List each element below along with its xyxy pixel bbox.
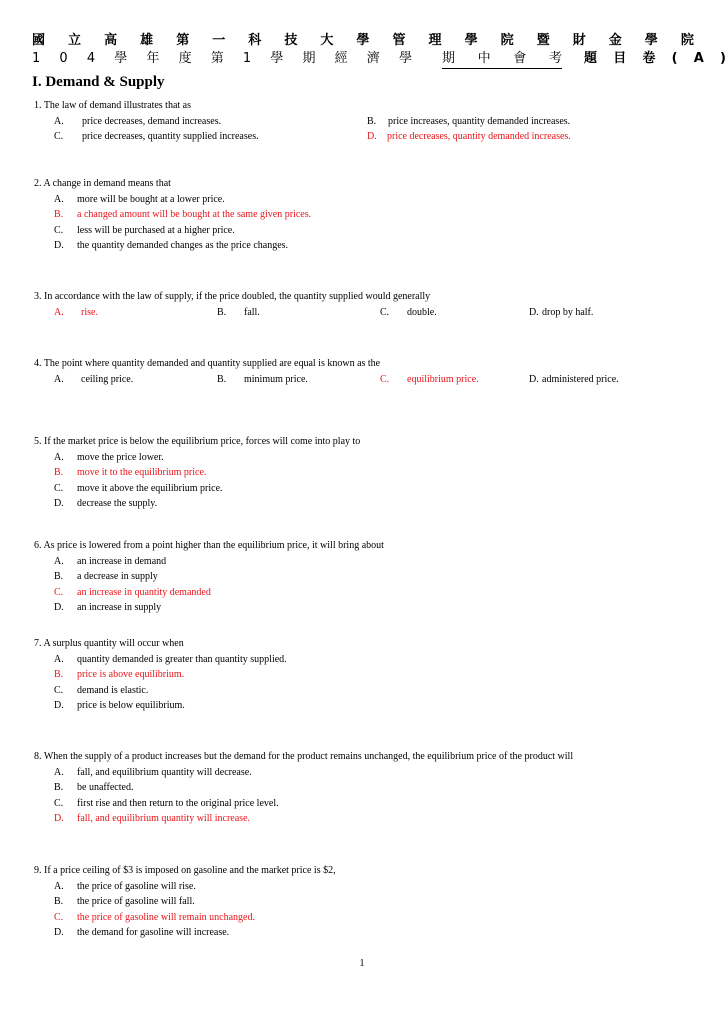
option-letter: C. [54,684,64,696]
option-correct [34,465,694,481]
header-char: 卷 [642,51,656,66]
option-text: move it above the equilibrium price. [77,482,223,494]
option-row [34,114,694,130]
option-correct [34,207,694,223]
option-text-correct: price decreases, quantity demanded increases. [387,131,571,142]
header-char: ) [720,51,726,66]
header-exam-type [442,51,562,69]
option [34,879,694,895]
option [34,780,694,796]
question-stem: 2. A change in demand means that [34,178,171,189]
header-char: 經 [334,51,348,66]
header-char: 考 [548,51,562,66]
header-char: 學 [114,51,128,66]
option-letter: D. [54,700,64,711]
question-1 [34,98,694,145]
header-char: A [693,51,704,66]
option-letter: D. [367,131,377,142]
header-char: 第 [210,51,224,66]
option-letter: D. [54,240,64,251]
header-title-line [32,33,694,49]
header-char: 學 [356,33,370,48]
option-letter: C. [54,586,64,598]
header-char: 暨 [536,33,550,48]
question-5 [34,434,694,512]
question-6 [34,538,694,616]
header-char: 國 [32,33,46,48]
option-text-correct: rise. [81,306,98,318]
option-letter: C. [54,224,64,236]
header-char: 大 [320,33,334,48]
option-letter: C. [380,373,390,385]
option-letter: D. [54,927,64,938]
header-char: 會 [513,51,527,66]
question-stem: 4. The point where quantity demanded and quantity supplied are equal is known as the [34,358,381,369]
option [34,192,694,208]
option [34,652,694,668]
option [34,238,694,254]
header-char: 學 [464,33,478,48]
option-text: an increase in supply [77,602,162,613]
option-text: more will be bought at a lower price. [77,193,225,205]
header-char: 濟 [366,51,380,66]
option-letter: C. [54,131,64,142]
option-letter: D. [54,813,64,824]
option-text: a changed amount will be bought at the same given prices. [77,209,312,220]
option-text: the price of gasoline will remain unchanged. [77,911,255,923]
header-char: 雄 [140,33,154,48]
option-text: ceiling price. [81,373,134,385]
header-char: 期 [302,51,316,66]
question-9 [34,863,694,941]
option-letter: C. [380,306,390,318]
option [34,925,694,941]
header-char: 中 [477,51,491,66]
option-letter: B. [217,306,227,318]
option-letter: B. [54,896,64,907]
option-text: fall, and equilibrium quantity will decrease. [77,766,252,778]
option [34,223,694,239]
option-letter: A. [54,306,64,318]
option-text: quantity demanded is greater than quantity supplied. [77,653,287,665]
header-char: 財 [572,33,586,48]
page-number: 1 [359,958,365,969]
option-correct [34,811,694,827]
option-row [34,372,694,388]
header-char: 學 [398,51,412,66]
section-title: I. Demand & Supply [32,74,165,90]
question-2 [34,176,694,254]
option-letter: B. [367,115,377,127]
option-text: price is below equilibrium. [77,700,185,711]
option-letter: B. [54,669,64,680]
option-letter: A. [54,115,64,127]
option-letter: B. [54,571,64,582]
option-row [34,129,694,145]
header-char: 科 [248,33,262,48]
option-text: the price of gasoline will fall. [77,896,195,907]
option [34,569,694,585]
question-stem: 1. The law of demand illustrates that as [34,100,191,111]
option [34,600,694,616]
option-text: demand is elastic. [77,684,149,696]
option-text: price is above equilibrium. [77,669,185,680]
option-text: an increase in quantity demanded [77,586,211,598]
option-letter: C. [54,911,64,923]
option [34,554,694,570]
option-text: a decrease in supply [77,571,158,582]
option [34,796,694,812]
header-char: 期 [442,51,456,66]
question-3 [34,289,694,320]
header-exam-line [32,51,726,69]
option-letter: A. [54,373,64,385]
header-char: 理 [428,33,442,48]
option-text: the demand for gasoline will increase. [77,927,230,938]
header-char: 目 [613,51,627,66]
question-stem: 5. If the market price is below the equilibrium price, forces will come into play to [34,436,361,447]
option-letter: D. [54,602,64,613]
question-stem: 7. A surplus quantity will occur when [34,638,184,649]
question-7 [34,636,694,714]
option-text: fall. [244,306,260,318]
header-char: ( [671,51,678,66]
option [34,450,694,466]
question-stem: 8. When the supply of a product increases but the demand for the product remains unchanged, the equilibrium price of the product will [34,751,574,762]
option [34,698,694,714]
option-correct [34,910,694,926]
header-char: 度 [178,51,192,66]
option [34,496,694,512]
header-char: 高 [104,33,118,48]
option-letter: A. [54,766,64,778]
option-letter: B. [54,782,64,793]
option-letter: B. [217,373,227,385]
question-8 [34,749,694,827]
option-text: drop by half. [542,306,594,318]
header-term [32,51,412,67]
header-char: 院 [500,33,514,48]
header-char: 學 [644,33,658,48]
option-letter: A. [54,193,64,205]
option [34,894,694,910]
option-letter: B. [54,467,64,478]
header-char: 4 [86,51,96,66]
header-char: 技 [284,33,298,48]
option-text: first rise and then return to the original price level. [77,797,279,809]
option-text: price decreases, demand increases. [82,115,222,127]
option-text: minimum price. [244,373,308,385]
option [34,765,694,781]
option-text: administered price. [542,373,619,385]
header-char: 立 [68,33,82,48]
header-char: 題 [584,51,598,66]
option-letter: A. [54,653,64,665]
option-text: the quantity demanded changes as the price changes. [77,240,289,251]
option-row [34,305,694,321]
option-letter: A. [54,555,64,567]
option-text: price decreases, quantity supplied increases. [82,131,259,142]
question-stem: 3. In accordance with the law of supply, if the price doubled, the quantity supplied would generally [34,291,431,302]
header-char: 學 [270,51,284,66]
question-stem: 9. If a price ceiling of $3 is imposed on gasoline and the market price is $2, [34,865,336,876]
option-letter: A. [54,880,64,892]
option-text-correct: equilibrium price. [407,373,479,385]
header-char: 院 [680,33,694,48]
header-char: 管 [392,33,406,48]
header-paper-label [584,51,726,67]
option-text: decrease the supply. [77,498,158,509]
option-letter: C. [54,482,64,494]
header-char: 第 [176,33,190,48]
header-char: 1 [32,51,41,66]
option-correct [34,667,694,683]
option-letter: D. [529,373,539,385]
option [34,481,694,497]
option-letter: D. [529,306,539,318]
option-letter: C. [54,797,64,809]
option-letter: D. [54,498,64,509]
question-stem: 6. As price is lowered from a point higher than the equilibrium price, it will bring about [34,540,384,551]
question-4 [34,356,694,387]
option-letter: A. [54,451,64,463]
option [34,683,694,699]
option-text: an increase in demand [77,555,167,567]
header-char: 0 [59,51,68,66]
header-char: 一 [212,33,226,48]
option-text: price increases, quantity demanded increases. [388,115,571,127]
header-char: 年 [146,51,160,66]
option-text: less will be purchased at a higher price. [77,224,235,236]
header-char: 1 [242,51,252,66]
option-text: fall, and equilibrium quantity will increase. [77,813,251,824]
option-text: move it to the equilibrium price. [77,467,207,478]
option-text: move the price lower. [77,451,164,463]
option-text: be unaffected. [77,782,134,793]
option-letter: B. [54,209,64,220]
option-text: double. [407,306,437,318]
option-text: the price of gasoline will rise. [77,880,196,892]
option-correct [34,585,694,601]
header-char: 金 [608,33,622,48]
